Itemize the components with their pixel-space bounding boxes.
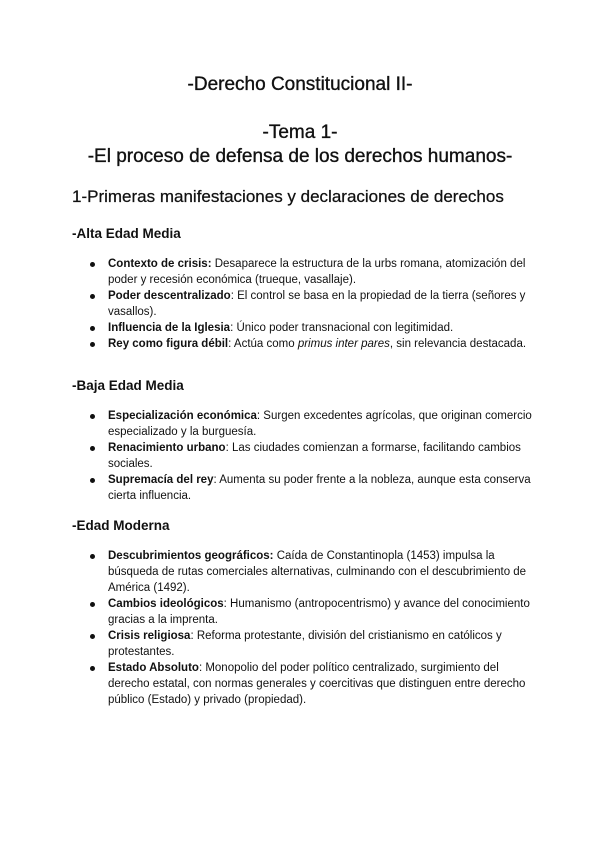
item-term: Renacimiento urbano: [108, 442, 226, 454]
item-text: : Humanismo (antropocentrismo) y avance del conocimiento gracias a la imprenta.: [108, 598, 530, 626]
list-item: [90, 472, 540, 504]
item-text: : Único poder transnacional con legitimidad.: [230, 322, 454, 334]
list-item: [90, 596, 540, 628]
baja-edad-media-heading: -Baja Edad Media: [72, 378, 184, 393]
item-text: : El control se basa en la propiedad de la tierra (señores y vasallos).: [108, 290, 526, 318]
item-term: Descubrimientos geográficos:: [108, 550, 274, 562]
tema-title: -Tema 1-: [262, 122, 338, 143]
item-text: : Reforma protestante, división del cristianismo en católicos y protestantes.: [108, 630, 502, 658]
list-item: [90, 288, 540, 320]
item-italic: primus inter pares: [297, 338, 390, 350]
item-text: Desaparece la estructura de la urbs romana, atomización del poder y recesión económica (trueque, vasallaje).: [108, 258, 526, 286]
edad-moderna-list: [90, 548, 540, 708]
item-term: Especialización económica: [108, 410, 257, 422]
item-text: : Monopolio del poder político centralizado, surgimiento del derecho estatal, con normas generales y coercitivas que distinguen entre derecho público (Estado) y privado (propiedad).: [108, 662, 526, 706]
item-term: Poder descentralizado: [108, 290, 231, 302]
item-term: Rey como figura débil: [108, 338, 229, 350]
list-item: [90, 440, 540, 472]
section-heading: 1-Primeras manifestaciones y declaraciones de derechos: [72, 187, 504, 206]
item-term: Influencia de la Iglesia: [108, 322, 231, 334]
alta-edad-media-heading: -Alta Edad Media: [72, 226, 181, 241]
list-item: [90, 628, 540, 660]
item-term: Estado Absoluto: [108, 662, 199, 674]
bullet-icon: [90, 478, 95, 483]
list-item: [90, 320, 540, 336]
item-text: Caída de Constantinopla (1453) impulsa la búsqueda de rutas comerciales alternativas, culminando con el descubrimiento de América (1492).: [108, 550, 527, 594]
item-text: : Actúa como: [228, 338, 298, 350]
list-item: [90, 336, 540, 352]
edad-moderna-heading: -Edad Moderna: [72, 518, 170, 533]
baja-edad-media-list: [90, 408, 540, 504]
list-item: [90, 408, 540, 440]
item-text: : Surgen excedentes agrícolas, que originan comercio especializado y la burguesía.: [108, 410, 532, 438]
alta-edad-media-list: [90, 256, 540, 352]
item-text: : Las ciudades comienzan a formarse, facilitando cambios sociales.: [108, 442, 521, 470]
bullet-icon: [90, 446, 95, 451]
bullet-icon: [90, 342, 95, 347]
bullet-icon: [90, 554, 95, 559]
bullet-icon: [90, 294, 95, 299]
item-term: Cambios ideológicos: [108, 598, 224, 610]
bullet-icon: [90, 634, 95, 639]
bullet-icon: [90, 262, 95, 267]
document-subtitle: -El proceso de defensa de los derechos humanos-: [87, 146, 513, 167]
item-text-after: , sin relevancia destacada.: [389, 338, 527, 350]
document-title: -Derecho Constitucional II-: [187, 74, 413, 95]
item-text: : Aumenta su poder frente a la nobleza, aunque esta conserva cierta influencia.: [108, 474, 531, 502]
bullet-icon: [90, 326, 95, 331]
bullet-icon: [90, 414, 95, 419]
bullet-icon: [90, 602, 95, 607]
bullet-icon: [90, 666, 95, 671]
item-term: Crisis religiosa: [108, 630, 191, 642]
list-item: [90, 256, 540, 288]
item-term: Supremacía del rey: [108, 474, 214, 486]
list-item: [90, 660, 540, 708]
item-term: Contexto de crisis:: [108, 258, 212, 270]
list-item: [90, 548, 540, 596]
